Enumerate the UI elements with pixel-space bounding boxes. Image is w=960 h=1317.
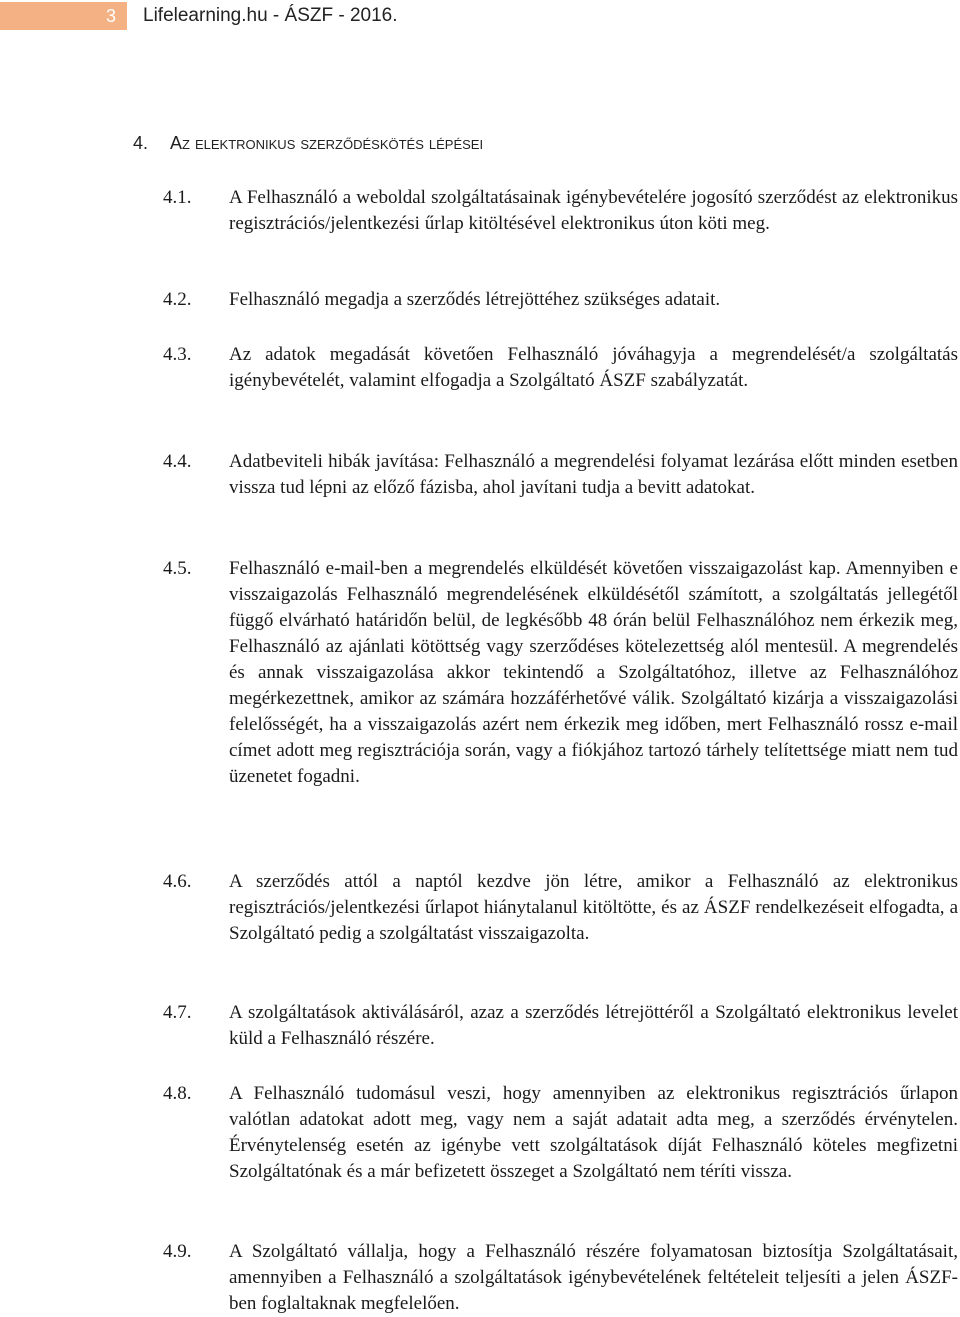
section-number: 4.: [133, 133, 149, 153]
clause-4-4: [163, 449, 958, 501]
page-header: [0, 0, 960, 34]
clause-number: 4.5.: [163, 558, 192, 579]
clause-4-1: [163, 185, 958, 237]
clause-4-6: [163, 869, 958, 947]
clause-text: A Felhasználó tudomásul veszi, hogy amennyiben az elektronikus regisztrációs űrlapon valótlan adatokat adott meg, vagy nem a saját adatait adta meg, a szerződés érvénytelen. Érvénytelenség esetén az igénybe vett szolgáltatások díját Felhasználó köteles megfizetni Szolgáltatónak és a már befizetett összeget a Szolgáltató nem téríti vissza.: [229, 1083, 958, 1182]
clause-4-3: [163, 342, 958, 394]
clause-text: A szolgáltatások aktiválásáról, azaz a szerződés létrejöttéről a Szolgáltató elektronikus levelet küld a Felhasználó részére.: [229, 1002, 958, 1049]
clause-text: Adatbeviteli hibák javítása: Felhasználó a megrendelési folyamat lezárása előtt minden esetben vissza tud lépni az előző fázisba, ahol javítani tudja a bevitt adatokat.: [229, 451, 958, 498]
section-heading: [133, 130, 483, 156]
clause-text: Felhasználó megadja a szerződés létrejöttéhez szükséges adatait.: [229, 289, 721, 310]
clause-number: 4.8.: [163, 1083, 192, 1104]
clause-number: 4.4.: [163, 451, 192, 472]
section-title: Az elektronikus szerződéskötés lépései: [170, 133, 484, 153]
clause-number: 4.6.: [163, 871, 192, 892]
clause-text: A szerződés attól a naptól kezdve jön létre, amikor a Felhasználó az elektronikus regisztrációs/jelentkezési űrlapot hiánytalanul kitöltötte, és az ÁSZF rendelkezéseit elfogadta, a Szolgáltató pedig a szolgáltatást visszaigazolta.: [229, 871, 958, 944]
clause-number: 4.7.: [163, 1002, 192, 1023]
clause-text: Felhasználó e-mail-ben a megrendelés elküldését követően visszaigazolást kap. Amennyiben e visszaigazolás Felhasználó megrendelésének elküldésétől számított, a szolgáltatás jellegétől függő elvárható határidőn belül, de legkésőbb 48 órán belül Felhasználóhoz nem érkezik meg, Felhasználó az ajánlati kötöttség vagy szerződéses kötelezettség alól mentesül. A megrendelés és annak visszaigazolása akkor tekintendő a Szolgáltatóhoz, illetve az Felhasználóhoz megérkezettnek, amikor az számára hozzáférhetővé válik. Szolgáltató kizárja a visszaigazolási felelősségét, ha a visszaigazolás azért nem érkezik meg időben, mert Felhasználó rossz e-mail címet adott meg regisztrációja során, vagy a fiókjához tartozó tárhely telítettsége miatt nem tud üzenetet fogadni.: [229, 558, 958, 787]
clause-number: 4.2.: [163, 289, 192, 310]
header-title: Lifelearning.hu - ÁSZF - 2016.: [143, 5, 398, 26]
clause-4-5: [163, 556, 958, 790]
clause-number: 4.3.: [163, 344, 192, 365]
clause-4-9: [163, 1239, 958, 1317]
clause-4-8: [163, 1081, 958, 1185]
clause-text: Az adatok megadását követően Felhasználó jóváhagyja a megrendelését/a szolgáltatás igénybevételét, valamint elfogadja a Szolgáltató ÁSZF szabályzatát.: [229, 344, 958, 391]
clause-number: 4.1.: [163, 187, 192, 208]
clause-4-7: [163, 1000, 958, 1052]
clause-text: A Felhasználó a weboldal szolgáltatásainak igénybevételére jogosító szerződést az elektronikus regisztrációs/jelentkezési űrlap kitöltésével elektronikus úton köti meg.: [229, 187, 958, 234]
clause-text: A Szolgáltató vállalja, hogy a Felhasználó részére folyamatosan biztosítja Szolgáltatásait, amennyiben a Felhasználó a szolgáltatások igénybevételének feltételeit teljesíti a jelen ÁSZF-ben foglaltaknak megfelelően.: [229, 1241, 958, 1314]
clause-4-2: [163, 287, 958, 313]
page-number: 3: [0, 2, 127, 30]
clause-number: 4.9.: [163, 1241, 192, 1262]
